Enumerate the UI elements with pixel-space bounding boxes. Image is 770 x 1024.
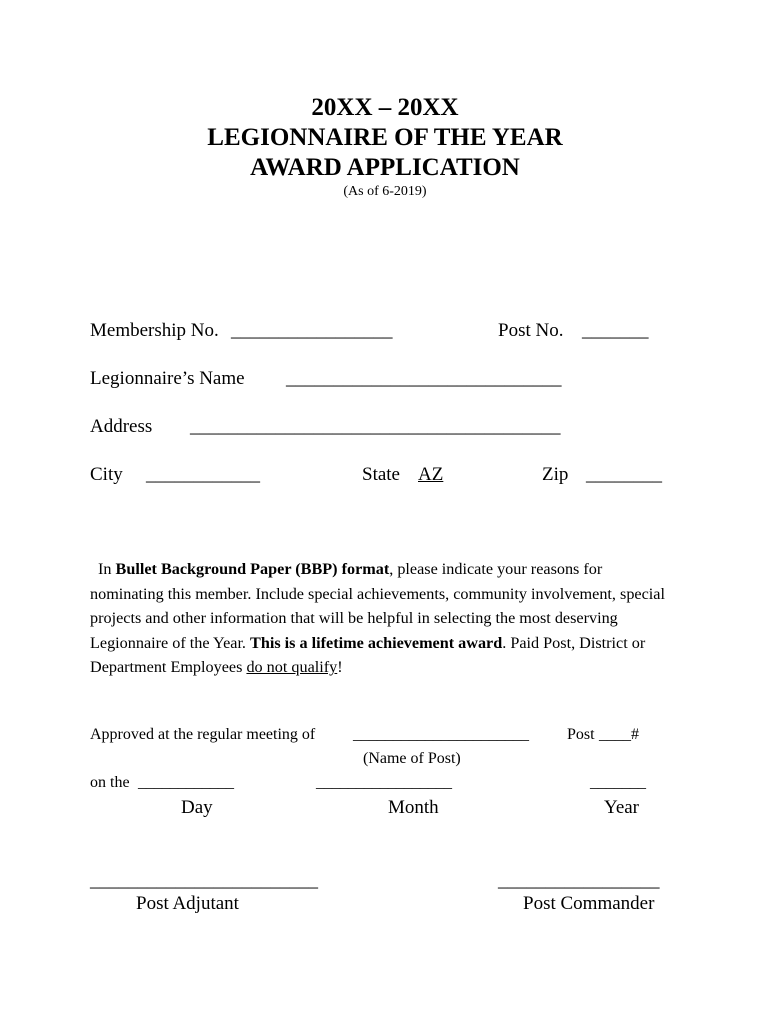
lifetime-award-emphasis: This is a lifetime achievement award (250, 633, 503, 652)
address-blank[interactable]: _______________________________________ (190, 416, 561, 437)
post-commander-label: Post Commander (523, 893, 655, 914)
instructions-part-1: In (98, 560, 116, 578)
legionnaire-name-blank[interactable]: _____________________________ (286, 368, 562, 389)
instructions-part-2: , please indicate your reasons for nominating this member. Include special achievements, community involvement, special projects and other information that will be helpful in selecting the most deserving Legionnaire of the Year. (90, 560, 665, 652)
title-line-2: AWARD APPLICATION (250, 154, 520, 181)
state-value[interactable]: AZ (418, 464, 444, 485)
post-number-blank[interactable]: ____# (599, 726, 639, 743)
commander-signature-line[interactable]: _________________ (498, 870, 660, 891)
instructions-paragraph (90, 557, 680, 680)
city-blank[interactable]: ____________ (146, 464, 260, 485)
membership-label: Membership No. (90, 320, 219, 341)
do-not-qualify-text: do not qualify (246, 658, 338, 676)
address-label: Address (90, 416, 153, 437)
day-caption: Day (181, 797, 213, 818)
instructions-part-4: ! (337, 658, 343, 676)
approved-label: Approved at the regular meeting of (90, 726, 316, 743)
state-label: State (362, 464, 400, 485)
month-blank[interactable]: _________________ (316, 774, 452, 791)
title-line-1: LEGIONNAIRE OF THE YEAR (207, 124, 563, 151)
as-of-date: (As of 6-2019) (343, 184, 427, 199)
city-label: City (90, 464, 123, 485)
month-caption: Month (388, 797, 439, 818)
post-label: Post (567, 726, 595, 743)
zip-label: Zip (542, 464, 569, 485)
day-blank[interactable]: ____________ (138, 774, 234, 791)
adjutant-signature-line[interactable]: ________________________ (90, 870, 318, 891)
year-caption: Year (604, 797, 640, 818)
on-the-label: on the (90, 774, 130, 791)
post-no-blank[interactable]: _______ (582, 320, 649, 341)
post-name-blank[interactable]: ______________________ (353, 726, 529, 743)
post-no-label: Post No. (498, 320, 564, 341)
membership-blank[interactable]: _________________ (231, 320, 393, 341)
legionnaire-name-label: Legionnaire’s Name (90, 368, 245, 389)
instructions-part-3: . Paid Post, District or Department Employees (90, 633, 646, 676)
post-adjutant-label: Post Adjutant (136, 893, 239, 914)
year-blank[interactable]: _______ (590, 774, 646, 791)
name-of-post-caption: (Name of Post) (363, 750, 461, 767)
bbp-format-emphasis: Bullet Background Paper (BBP) format (115, 560, 390, 578)
zip-blank[interactable]: ________ (586, 464, 662, 485)
year-range-title: 20XX – 20XX (311, 94, 459, 121)
